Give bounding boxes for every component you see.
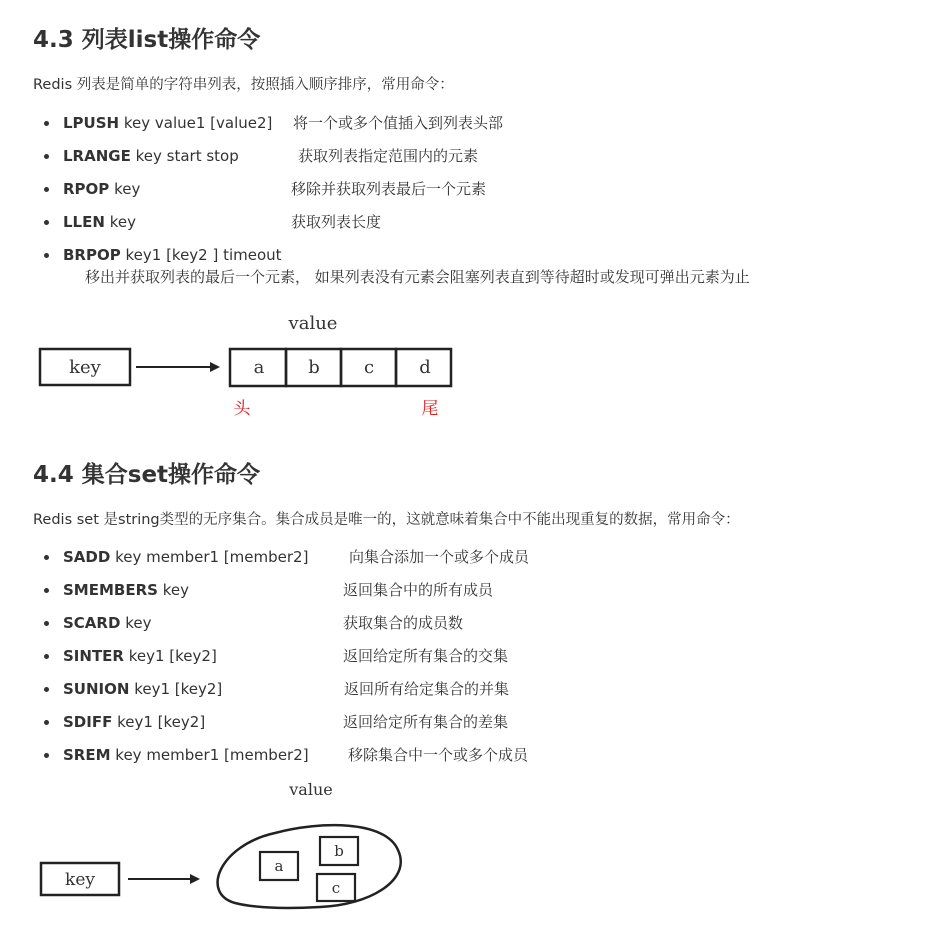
list-cell-label: d [419, 357, 431, 378]
command-desc: 获取集合的成员数 [343, 614, 464, 632]
list-item [33, 145, 853, 167]
section-title-list: 4.3 列表list操作命令 [33, 27, 261, 53]
list-item [33, 645, 853, 667]
diagram-value-label: value [288, 313, 338, 334]
command-name: LLEN [63, 213, 105, 231]
command-desc: 移除集合中一个或多个成员 [348, 746, 529, 764]
set-member-label: a [274, 857, 284, 875]
command-desc: 向集合添加一个或多个成员 [349, 548, 530, 566]
list-item [33, 211, 853, 233]
command-desc: 返回给定所有集合的交集 [343, 647, 509, 665]
diagram-value-label: value [289, 780, 333, 799]
command-name: BRPOP [63, 246, 121, 264]
command-desc: 移出并获取列表的最后一个元素， 如果列表没有元素会阻塞列表直到等待超时或发现可弹出元素为止 [85, 268, 750, 286]
list-cell-label: b [308, 357, 320, 378]
command-name: RPOP [63, 180, 110, 198]
key-label: key [69, 357, 101, 378]
set-command-list [33, 546, 853, 777]
list-cell-label: a [253, 357, 265, 378]
key-label: key [65, 870, 95, 890]
command-name: LPUSH [63, 114, 120, 132]
command-desc: 获取列表长度 [291, 213, 382, 231]
head-label: 头 [233, 399, 251, 419]
set-ellipse [218, 825, 401, 908]
list-item [33, 612, 853, 634]
list-item [33, 711, 853, 733]
command-name: LRANGE [63, 147, 131, 165]
list-item [33, 244, 853, 288]
list-item [33, 579, 853, 601]
set-member-label: b [334, 842, 344, 860]
arrow-head [210, 362, 220, 372]
command-desc: 返回集合中的所有成员 [343, 581, 494, 599]
command-args: key [120, 614, 152, 632]
command-name: SADD [63, 548, 111, 566]
list-intro: Redis 列表是简单的字符串列表，按照插入顺序排序，常用命令： [33, 77, 454, 93]
list-item [33, 546, 853, 568]
command-args: key1 [key2] [112, 713, 206, 731]
command-name: SINTER [63, 647, 124, 665]
command-desc: 将一个或多个值插入到列表头部 [293, 114, 504, 132]
command-name: SUNION [63, 680, 130, 698]
command-args: key value1 [value2] [119, 114, 273, 132]
command-args: key [104, 213, 136, 231]
command-name: SDIFF [63, 713, 113, 731]
command-args: key1 [key2] [123, 647, 217, 665]
set-intro: Redis set 是string类型的无序集合。集合成员是唯一的，这就意味着集合中不能出现重复的数据，常用命令： [33, 512, 740, 528]
set-member-label: c [331, 879, 341, 897]
list-item [33, 178, 853, 200]
list-cell-label: c [363, 357, 375, 378]
list-item [33, 112, 853, 134]
arrow-head [190, 874, 200, 884]
command-name: SREM [63, 746, 111, 764]
command-desc: 返回给定所有集合的差集 [343, 713, 509, 731]
list-command-list [33, 112, 853, 299]
list-item [33, 744, 853, 766]
command-desc: 移除并获取列表最后一个元素 [291, 180, 487, 198]
command-args: key member1 [member2] [110, 746, 309, 764]
command-desc: 获取列表指定范围内的元素 [298, 147, 479, 165]
command-args: key [157, 581, 189, 599]
command-name: SMEMBERS [63, 581, 158, 599]
set-diagram [30, 775, 430, 920]
command-name: SCARD [63, 614, 121, 632]
section-title-set: 4.4 集合set操作命令 [33, 462, 261, 488]
list-item [33, 678, 853, 700]
command-args: key [109, 180, 141, 198]
command-args: key1 [key2] [129, 680, 223, 698]
command-args: key1 [key2 ] timeout [120, 246, 282, 264]
command-args: key member1 [member2] [110, 548, 309, 566]
command-args: key start stop [130, 147, 239, 165]
tail-label: 尾 [421, 399, 439, 419]
list-diagram [30, 305, 470, 425]
command-desc: 返回所有给定集合的并集 [344, 680, 510, 698]
